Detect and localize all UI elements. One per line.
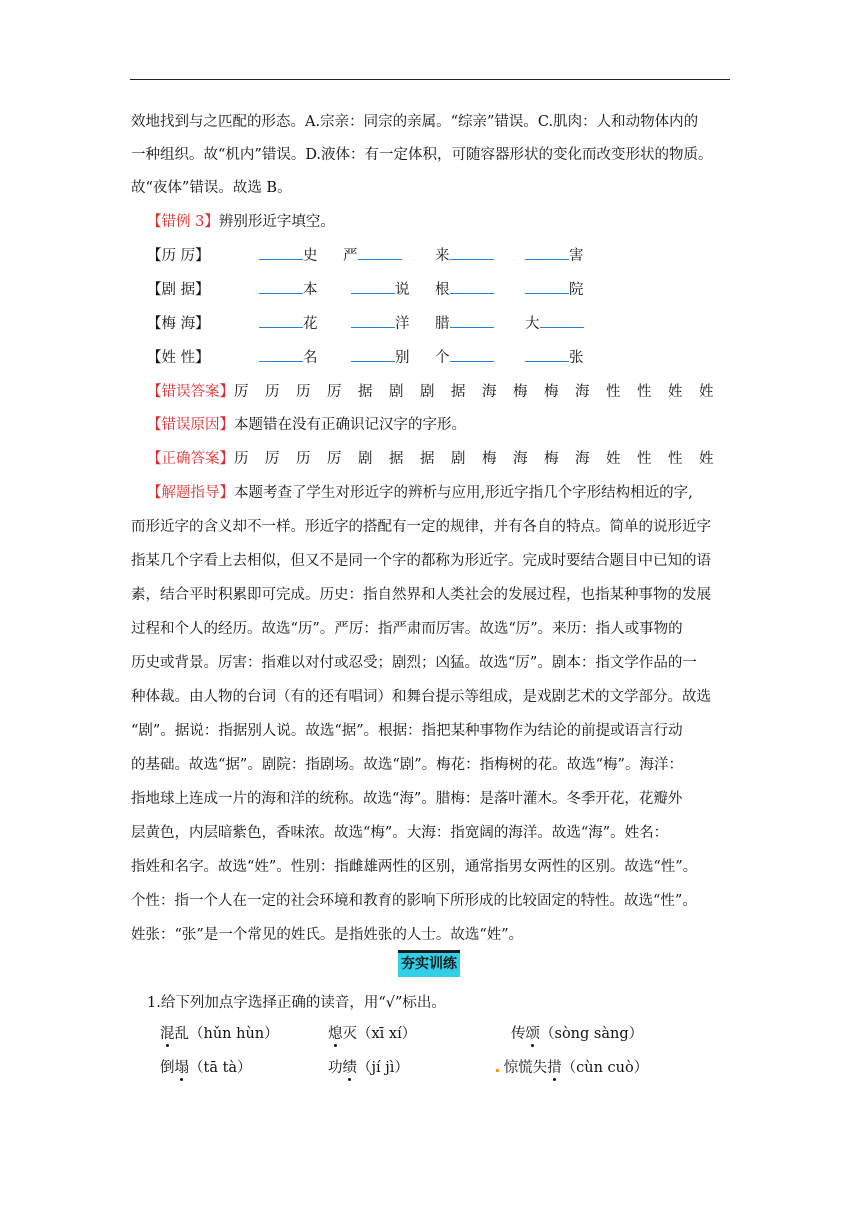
- answer-char: 历: [234, 451, 249, 467]
- wrong-answer-line: [147, 381, 730, 403]
- fill-item: 花: [303, 316, 318, 332]
- fill-row-label: 【梅 海】: [147, 316, 210, 332]
- answer-blank[interactable]: [450, 279, 494, 294]
- intro-line-1: 效地找到与之匹配的形态。A.宗亲：同宗的亲属。“综亲”错误。C.肌肉：人和动物体内的: [131, 114, 699, 130]
- fill-item: 名: [303, 350, 318, 366]
- guide-line: 过程和个人的经历。故选“历”。严厉：指严肃而厉害。故选“厉”。来历：指人或事物的: [131, 621, 683, 637]
- fill-item: 个: [435, 350, 450, 366]
- pinyin-item: [160, 1022, 279, 1043]
- correct-answer-tag: 【正确答案】: [147, 451, 234, 467]
- answer-char: 姓: [606, 451, 621, 467]
- pinyin-item: [328, 1022, 416, 1043]
- answer-char: 梅: [482, 451, 497, 467]
- guide-line: 素，结合平时积累即可完成。历史：指自然界和人类社会的发展过程，也指某种事物的发展: [131, 587, 711, 603]
- example-3-text: 辨别形近字填空。: [218, 214, 335, 230]
- fill-row-label: 【历 厉】: [147, 248, 210, 264]
- fill-row-label: 【剧 据】: [147, 282, 210, 298]
- answer-blank[interactable]: [259, 245, 303, 260]
- answer-char: 历: [296, 451, 311, 467]
- item-prefix: 倒: [160, 1060, 175, 1076]
- answer-char: 梅: [544, 384, 559, 400]
- guide-line: 个性：指一个人在一定的社会环境和教育的影响下所形成的比较固定的特性。故选“性”。: [131, 893, 697, 909]
- answer-blank[interactable]: [450, 347, 494, 362]
- anchor-mark-icon: [496, 1069, 499, 1072]
- answer-blank[interactable]: [358, 245, 402, 260]
- answer-char: 海: [513, 451, 528, 467]
- answer-char: 厉: [327, 451, 342, 467]
- answer-char: 海: [482, 384, 497, 400]
- dotted-char: 熄: [328, 1022, 343, 1043]
- example-3-heading: [147, 211, 335, 233]
- answer-char: 姓: [668, 384, 683, 400]
- guide-text: 本题考查了学生对形近字的辨析与应用,形近字指几个字形结构相近的字,: [234, 485, 693, 501]
- item-options: （cùn cuò）: [561, 1060, 649, 1076]
- answer-char: 据: [451, 384, 466, 400]
- intro-line-2: 一种组织。故“机内”错误。D.液体：有一定体积，可随容器形状的变化而改变形状的物质。: [131, 147, 713, 163]
- guide-line: 指姓和名字。故选“姓”。性别：指雌雄两性的区别，通常指男女两性的区别。故选“性”。: [131, 859, 698, 875]
- answer-char: 海: [575, 384, 590, 400]
- fill-item: 说: [395, 282, 410, 298]
- answer-char: 梅: [544, 451, 559, 467]
- answer-char: 剧: [358, 451, 373, 467]
- item-prefix: 惊慌失: [503, 1060, 548, 1076]
- answer-char: 性: [606, 384, 621, 400]
- item-prefix: 功: [328, 1060, 343, 1076]
- answer-blank[interactable]: [450, 245, 494, 260]
- answer-char: 姓: [699, 384, 714, 400]
- guide-line: “剧”。据说：指据别人说。故选“据”。根据：指把某种事物作为结论的前提或语言行动: [131, 723, 683, 739]
- answer-blank[interactable]: [259, 347, 303, 362]
- guide-line: 层黄色，内层暗紫色，香味浓。故选“梅”。大海：指宽阔的海洋。故选“海”。姓名：: [131, 825, 669, 841]
- fill-item: 别: [395, 350, 410, 366]
- wrong-reason-line: [147, 414, 466, 436]
- answer-blank[interactable]: [259, 313, 303, 328]
- guide-line: 的基础。故选“据”。剧院：指剧场。故选“剧”。梅花：指梅树的花。故选“梅”。海洋：: [131, 757, 683, 773]
- answer-blank[interactable]: [351, 347, 395, 362]
- guide-line: 而形近字的含义却不一样。形近字的搭配有一定的规律，并有各自的特点。简单的说形近字: [131, 519, 711, 535]
- header-rule: [130, 79, 730, 80]
- answer-blank[interactable]: [450, 313, 494, 328]
- answer-blank[interactable]: [351, 313, 395, 328]
- question-1: 1.给下列加点字选择正确的读音，用“√”标出。: [147, 995, 446, 1011]
- answer-char: 姓: [699, 451, 714, 467]
- fill-row-label: 【姓 性】: [147, 350, 210, 366]
- example-3-tag: 【错例 3】: [147, 214, 219, 230]
- answer-blank[interactable]: [540, 313, 584, 328]
- fill-item: 来: [435, 248, 450, 264]
- fill-item: 根: [435, 282, 450, 298]
- item-prefix: 传: [511, 1026, 526, 1042]
- item-options: 灭（xī xí）: [342, 1026, 417, 1042]
- guide-line: 指地球上连成一片的海和洋的统称。故选“海”。腊梅：是落叶灌木。冬季开花，花瓣外: [131, 791, 683, 807]
- answer-char: 厉: [327, 384, 342, 400]
- guide-line-1: [147, 482, 693, 504]
- guide-tag: 【解题指导】: [147, 485, 234, 501]
- answer-char: 据: [389, 451, 404, 467]
- dotted-char: 颂: [526, 1022, 541, 1043]
- fill-item: 史: [303, 248, 318, 264]
- answer-blank[interactable]: [525, 347, 569, 362]
- answer-char: 历: [296, 384, 311, 400]
- wrong-answer-tag: 【错误答案】: [147, 384, 234, 400]
- answer-blank[interactable]: [525, 279, 569, 294]
- guide-line: 姓张：“张”是一个常见的姓氏。是指姓张的人士。故选“姓”。: [131, 927, 524, 943]
- fill-item: 本: [303, 282, 318, 298]
- item-options: 乱（hǔn hùn）: [174, 1026, 279, 1042]
- item-options: （jí jì）: [357, 1060, 409, 1076]
- pinyin-item: [328, 1056, 409, 1077]
- answer-char: 性: [637, 451, 652, 467]
- answer-char: 厉: [265, 451, 280, 467]
- fill-item: 院: [569, 282, 584, 298]
- item-options: （tā tà）: [189, 1060, 252, 1076]
- pinyin-item: [160, 1056, 252, 1077]
- fill-item: 张: [569, 350, 584, 366]
- answer-char: 梅: [513, 384, 528, 400]
- guide-line: 种体裁。由人物的台词（有的还有唱词）和舞台提示等组成，是戏剧艺术的文学部分。故选: [131, 689, 711, 705]
- answer-char: 剧: [420, 384, 435, 400]
- answer-char: 剧: [451, 451, 466, 467]
- answer-char: 厉: [234, 384, 249, 400]
- fill-item: 害: [569, 248, 584, 264]
- dotted-char: 绩: [343, 1056, 358, 1077]
- wrong-reason-tag: 【错误原因】: [147, 417, 234, 433]
- answer-char: 剧: [389, 384, 404, 400]
- correct-answer-line: [147, 448, 730, 470]
- item-options: （sòng sàng）: [540, 1026, 644, 1042]
- answer-char: 历: [265, 384, 280, 400]
- answer-char: 据: [358, 384, 373, 400]
- dotted-char: 混: [160, 1022, 175, 1043]
- section-heading: 夯实训练: [398, 950, 460, 977]
- answer-char: 据: [420, 451, 435, 467]
- answer-char: 性: [668, 451, 683, 467]
- answer-blank[interactable]: [525, 245, 569, 260]
- answer-blank[interactable]: [351, 279, 395, 294]
- fill-item: 大: [525, 316, 540, 332]
- answer-blank[interactable]: [259, 279, 303, 294]
- wrong-reason-text: 本题错在没有正确识记汉字的字形。: [234, 417, 466, 433]
- guide-line: 历史或背景。厉害：指难以对付或忍受；剧烈；凶猛。故选“厉”。剧本：指文学作品的一: [131, 655, 697, 671]
- fill-item: 严: [343, 248, 358, 264]
- pinyin-item: [496, 1056, 648, 1077]
- fill-item: 洋: [395, 316, 410, 332]
- dotted-char: 措: [547, 1056, 562, 1077]
- answer-char: 性: [637, 384, 652, 400]
- guide-line: 指某几个字看上去相似，但又不是同一个字的都称为形近字。完成时要结合题目中已知的语: [131, 553, 711, 569]
- fill-item: 腊: [435, 316, 450, 332]
- intro-line-3: 故“夜体”错误。故选 B。: [131, 180, 292, 196]
- answer-char: 海: [575, 451, 590, 467]
- pinyin-item: [511, 1022, 643, 1043]
- dotted-char: 塌: [175, 1056, 190, 1077]
